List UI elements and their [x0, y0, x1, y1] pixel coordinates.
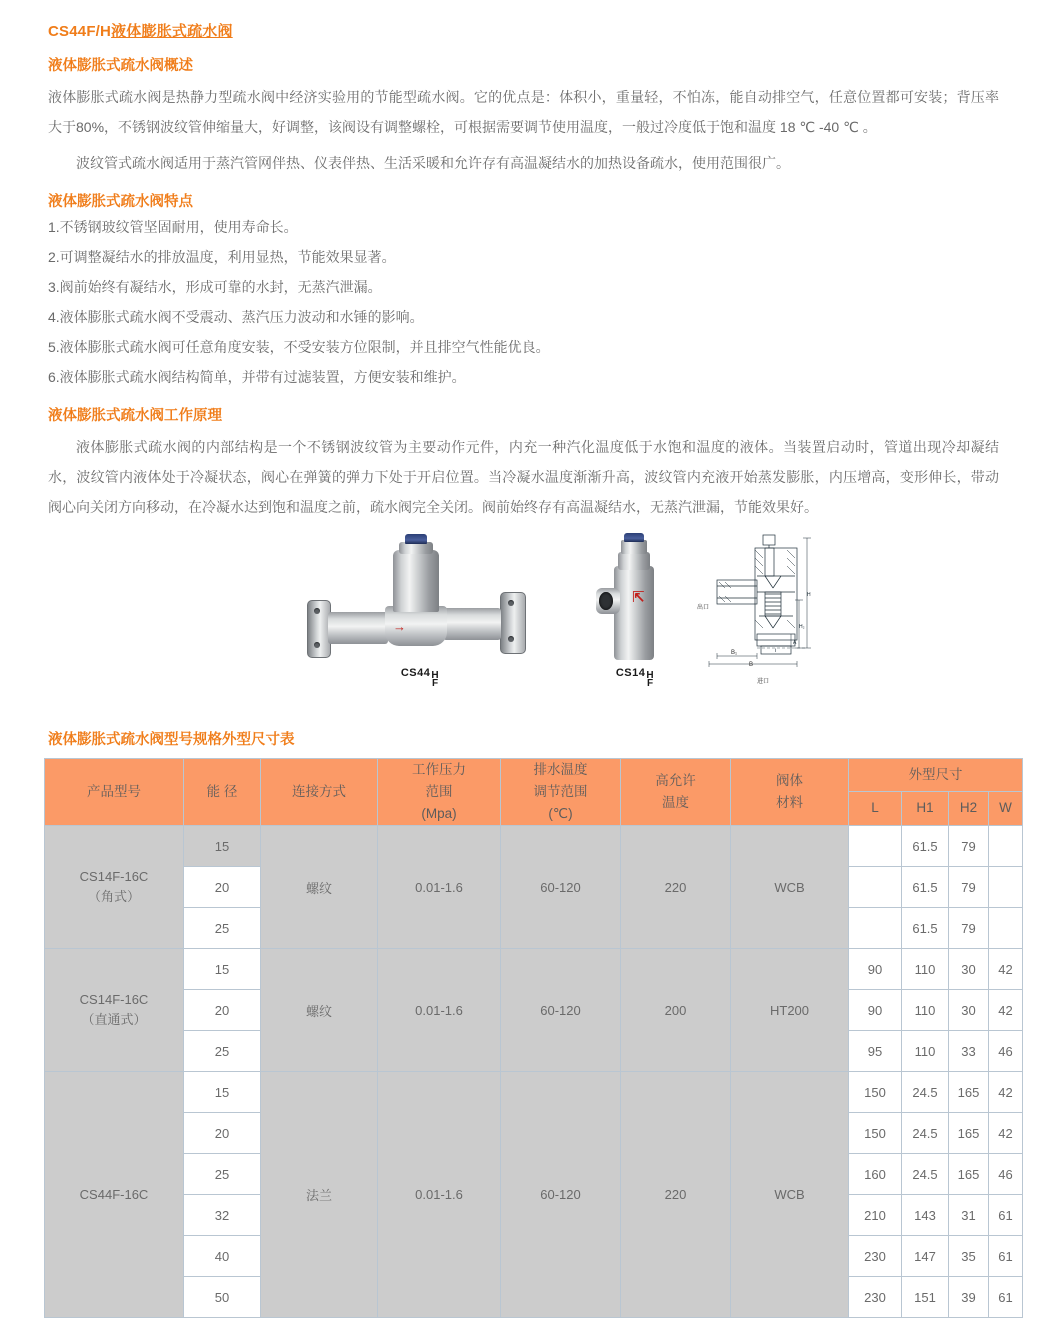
th-pressure-l3: (Mpa): [421, 806, 457, 821]
th-max-temp-l2: 温度: [662, 795, 689, 810]
cell-dim-h1: 151: [902, 1277, 949, 1318]
cell-dim-h2: 79: [949, 867, 989, 908]
svg-text:A: A: [793, 640, 797, 646]
th-connection: 连接方式: [261, 759, 378, 826]
spec-table: [44, 758, 1023, 1318]
table-row: [45, 949, 1023, 990]
th-max-temp-l1: 高允许: [655, 773, 696, 788]
flange-bolt: [508, 636, 514, 642]
section-head-overview: 液体膨胀式疏水阀概述: [48, 58, 193, 74]
cell-bore: 20: [184, 867, 261, 908]
port-bore: [599, 592, 613, 610]
label-b: B: [749, 662, 754, 668]
spec-table-head: [45, 759, 1023, 826]
th-drain-temp-l2: 调节范围: [533, 784, 588, 799]
cell-max-temp-g2: 200: [621, 949, 731, 1072]
th-dims-group: 外型尺寸: [849, 759, 1023, 792]
cell-dim-l: 90: [849, 990, 902, 1031]
cell-max-temp-g1: 220: [621, 826, 731, 949]
cell-dim-l: 95: [849, 1031, 902, 1072]
cell-dim-l: 210: [849, 1195, 902, 1236]
cell-dim-l: [849, 826, 902, 867]
model-line2: （角式）: [87, 889, 140, 904]
caption-top: H: [431, 670, 440, 682]
cell-dim-h1: 61.5: [902, 826, 949, 867]
feature-item-2: 2.可调整凝结水的排放温度，利用显热，节能效果显著。: [48, 249, 396, 265]
spec-table-title: 液体膨胀式疏水阀型号规格外型尺寸表: [48, 732, 295, 748]
svg-text:H₂: H₂: [799, 624, 805, 630]
caption-bottom: F: [646, 678, 654, 690]
blue-cap: [624, 533, 644, 542]
cell-material-g3: WCB: [731, 1072, 849, 1318]
cell-bore: 15: [184, 1072, 261, 1113]
cell-dim-h2: 165: [949, 1072, 989, 1113]
cell-dim-h1: 24.5: [902, 1154, 949, 1195]
cell-pressure-g1: 0.01-1.6: [378, 826, 501, 949]
cell-bore: 32: [184, 1195, 261, 1236]
cell-dim-h2: 30: [949, 949, 989, 990]
th-drain-temp-l1: 排水温度: [533, 762, 588, 777]
cell-dim-h2: 79: [949, 908, 989, 949]
cell-connection-g3: 法兰: [261, 1072, 378, 1318]
th-drain-temp: [501, 759, 621, 826]
cell-pressure-g3: 0.01-1.6: [378, 1072, 501, 1318]
feature-item-5: 5.液体膨胀式疏水阀可任意角度安装，不受安装方位限制，并且排空气性能优良。: [48, 339, 550, 355]
cell-model-g2: [45, 949, 184, 1072]
page-title: [40, 0, 1003, 42]
valve-photo-cs14: [590, 532, 680, 667]
cell-dim-h2: 30: [949, 990, 989, 1031]
blue-cap: [405, 534, 427, 544]
th-dim-h1: H1: [902, 791, 949, 825]
cell-model-g3: [45, 1072, 184, 1318]
th-dim-l: L: [849, 791, 902, 825]
bellows-body: [393, 550, 439, 612]
header-row-1: [45, 759, 1023, 792]
table-row: [45, 826, 1023, 867]
model-line2: （直通式）: [81, 1012, 147, 1027]
flow-arrow-icon: ⇱: [632, 589, 645, 606]
cell-dim-w: [989, 908, 1023, 949]
label-inlet: 进口: [757, 679, 770, 685]
cell-dim-l: 230: [849, 1236, 902, 1277]
cell-dim-h1: 110: [902, 990, 949, 1031]
th-material-l2: 材料: [776, 795, 803, 810]
feature-item-6: 6.液体膨胀式疏水阀结构简单，并带有过滤装置，方便安装和维护。: [48, 369, 466, 385]
cell-connection-g1: 螺纹: [261, 826, 378, 949]
cell-dim-w: 42: [989, 949, 1023, 990]
flange-bolt: [314, 642, 320, 648]
model-line1: CS44F-16C: [79, 1186, 149, 1202]
cell-bore: 20: [184, 990, 261, 1031]
cell-dim-h1: 61.5: [902, 908, 949, 949]
cell-dim-h2: 33: [949, 1031, 989, 1072]
model-line1: CS14F-16C: [79, 869, 149, 884]
cell-dim-h2: 165: [949, 1154, 989, 1195]
label-b1: B₁: [731, 650, 738, 656]
cell-dim-l: 150: [849, 1072, 902, 1113]
model-line1: CS14F-16C: [79, 992, 149, 1007]
caption-model: CS14: [615, 667, 646, 679]
figure-caption-cs44: [285, 667, 555, 689]
figure-cs44: [285, 532, 555, 689]
flange-bolt: [314, 608, 320, 614]
inlet-pipe: [328, 612, 388, 644]
cell-dim-w: 61: [989, 1195, 1023, 1236]
cell-dim-l: 160: [849, 1154, 902, 1195]
cell-dim-l: [849, 908, 902, 949]
valve-photo-cs44: [295, 532, 545, 667]
th-pressure-l2: 范围: [425, 784, 453, 799]
cell-dim-h1: 24.5: [902, 1072, 949, 1113]
svg-text:H: H: [807, 592, 811, 598]
cell-model-g1: [45, 826, 184, 949]
figure-row: [40, 530, 1003, 720]
cell-dim-h2: 165: [949, 1113, 989, 1154]
cell-dim-l: 150: [849, 1113, 902, 1154]
cell-dim-h1: 143: [902, 1195, 949, 1236]
svg-text:Ⅰ: Ⅰ: [775, 648, 777, 654]
th-material-l1: 阀体: [776, 773, 803, 788]
section-drawing-svg: [695, 530, 875, 690]
cell-drain-temp-g3: 60-120: [501, 1072, 621, 1318]
th-drain-temp-l3: (℃): [548, 806, 573, 821]
cell-dim-h1: 24.5: [902, 1113, 949, 1154]
cell-connection-g2: 螺纹: [261, 949, 378, 1072]
cell-dim-h2: 39: [949, 1277, 989, 1318]
feature-item-3: 3.阀前始终有凝结水，形成可靠的水封，无蒸汽泄漏。: [48, 279, 382, 295]
th-model: 产品型号: [45, 759, 184, 826]
caption-model: CS44: [400, 667, 431, 679]
cell-dim-h2: 79: [949, 826, 989, 867]
cell-dim-w: 46: [989, 1154, 1023, 1195]
cell-dim-h1: 110: [902, 1031, 949, 1072]
caption-top: H: [646, 670, 655, 682]
outlet-pipe: [443, 608, 501, 640]
cell-dim-w: 42: [989, 1072, 1023, 1113]
cell-dim-w: 42: [989, 1113, 1023, 1154]
feature-item-1: 1.不锈钢玻纹管坚固耐用，使用寿命长。: [48, 219, 298, 235]
flow-arrow-icon: →: [393, 619, 406, 634]
cell-drain-temp-g1: 60-120: [501, 826, 621, 949]
page-title-model: CS44F/H: [48, 23, 112, 40]
cell-bore: 15: [184, 949, 261, 990]
th-dim-w: W: [989, 791, 1023, 825]
adjust-nut: [621, 540, 647, 554]
th-max-temp: [621, 759, 731, 826]
cell-bore: 40: [184, 1236, 261, 1277]
cell-drain-temp-g2: 60-120: [501, 949, 621, 1072]
cell-max-temp-g3: 220: [621, 1072, 731, 1318]
cell-dim-h1: 147: [902, 1236, 949, 1277]
cell-bore: 25: [184, 1031, 261, 1072]
cell-dim-h2: 35: [949, 1236, 989, 1277]
valve-section-drawing: [695, 530, 875, 690]
cell-pressure-g2: 0.01-1.6: [378, 949, 501, 1072]
cell-dim-h1: 110: [902, 949, 949, 990]
cell-bore: 25: [184, 908, 261, 949]
section-head-principle: 液体膨胀式疏水阀工作原理: [48, 408, 222, 424]
cell-bore: 15: [184, 826, 261, 867]
page-title-name: 液体膨胀式疏水阀: [111, 23, 233, 40]
cell-dim-w: 61: [989, 1236, 1023, 1277]
valve-body: [614, 566, 654, 660]
feature-item-4: 4.液体膨胀式疏水阀不受震动、蒸汽压力波动和水锤的影响。: [48, 309, 424, 325]
overview-paragraph-1: 液体膨胀式疏水阀是热静力型疏水阀中经济实验用的节能型疏水阀。它的优点是：体积小，重量轻，不怕冻，能自动排空气，任意位置都可安装；背压率大于80%，不锈钢波纹管伸缩量大，好调整，该阀设有调整螺栓，可根据需要调节使用温度，一般过冷度低于饱和温度 18 ℃ -40 ℃ 。: [48, 89, 999, 135]
bonnet: [618, 552, 650, 570]
cell-bore: 25: [184, 1154, 261, 1195]
cell-dim-w: 42: [989, 990, 1023, 1031]
cell-dim-h2: 31: [949, 1195, 989, 1236]
th-pressure: [378, 759, 501, 826]
cell-dim-l: 230: [849, 1277, 902, 1318]
cell-dim-w: [989, 826, 1023, 867]
cell-dim-w: 61: [989, 1277, 1023, 1318]
caption-bottom: F: [431, 678, 439, 690]
cell-bore: 20: [184, 1113, 261, 1154]
figure-section-drawing: [695, 530, 905, 690]
th-pressure-l1: 工作压力: [412, 762, 466, 777]
cell-material-g1: WCB: [731, 826, 849, 949]
principle-paragraph: 液体膨胀式疏水阀的内部结构是一个不锈钢波纹管为主要动作元件，内充一种汽化温度低于水饱和温度的液体。当装置启动时，管道出现冷却凝结水，波纹管内液体处于冷凝状态，阀心在弹簧的弹力下处于开启位置。当冷凝水温度渐渐升高，波纹管内充液开始蒸发膨胀，内压增高，变形伸长，带动阀心向关闭方向移动，在冷凝水达到饱和温度之前，疏水阀完全关闭。阀前始终存有高温凝结水，无蒸汽泄漏，节能效果好。: [48, 439, 999, 515]
cell-dim-l: 90: [849, 949, 902, 990]
flange-bolt: [508, 600, 514, 606]
th-bore: 能 径: [184, 759, 261, 826]
cell-dim-l: [849, 867, 902, 908]
label-outlet: 出口: [697, 605, 710, 611]
th-material: [731, 759, 849, 826]
cell-dim-w: [989, 867, 1023, 908]
section-head-features: 液体膨胀式疏水阀特点: [48, 194, 193, 210]
cell-bore: 50: [184, 1277, 261, 1318]
th-dim-h2: H2: [949, 791, 989, 825]
table-row: [45, 1072, 1023, 1113]
spec-table-body: [45, 826, 1023, 1318]
cell-dim-h1: 61.5: [902, 867, 949, 908]
overview-paragraph-2: 波纹管式疏水阀适用于蒸汽管网伴热、仪表伴热、生活采暖和允许存有高温凝结水的加热设备疏水，使用范围很广。: [76, 155, 790, 171]
cell-material-g2: HT200: [731, 949, 849, 1072]
cell-dim-w: 46: [989, 1031, 1023, 1072]
